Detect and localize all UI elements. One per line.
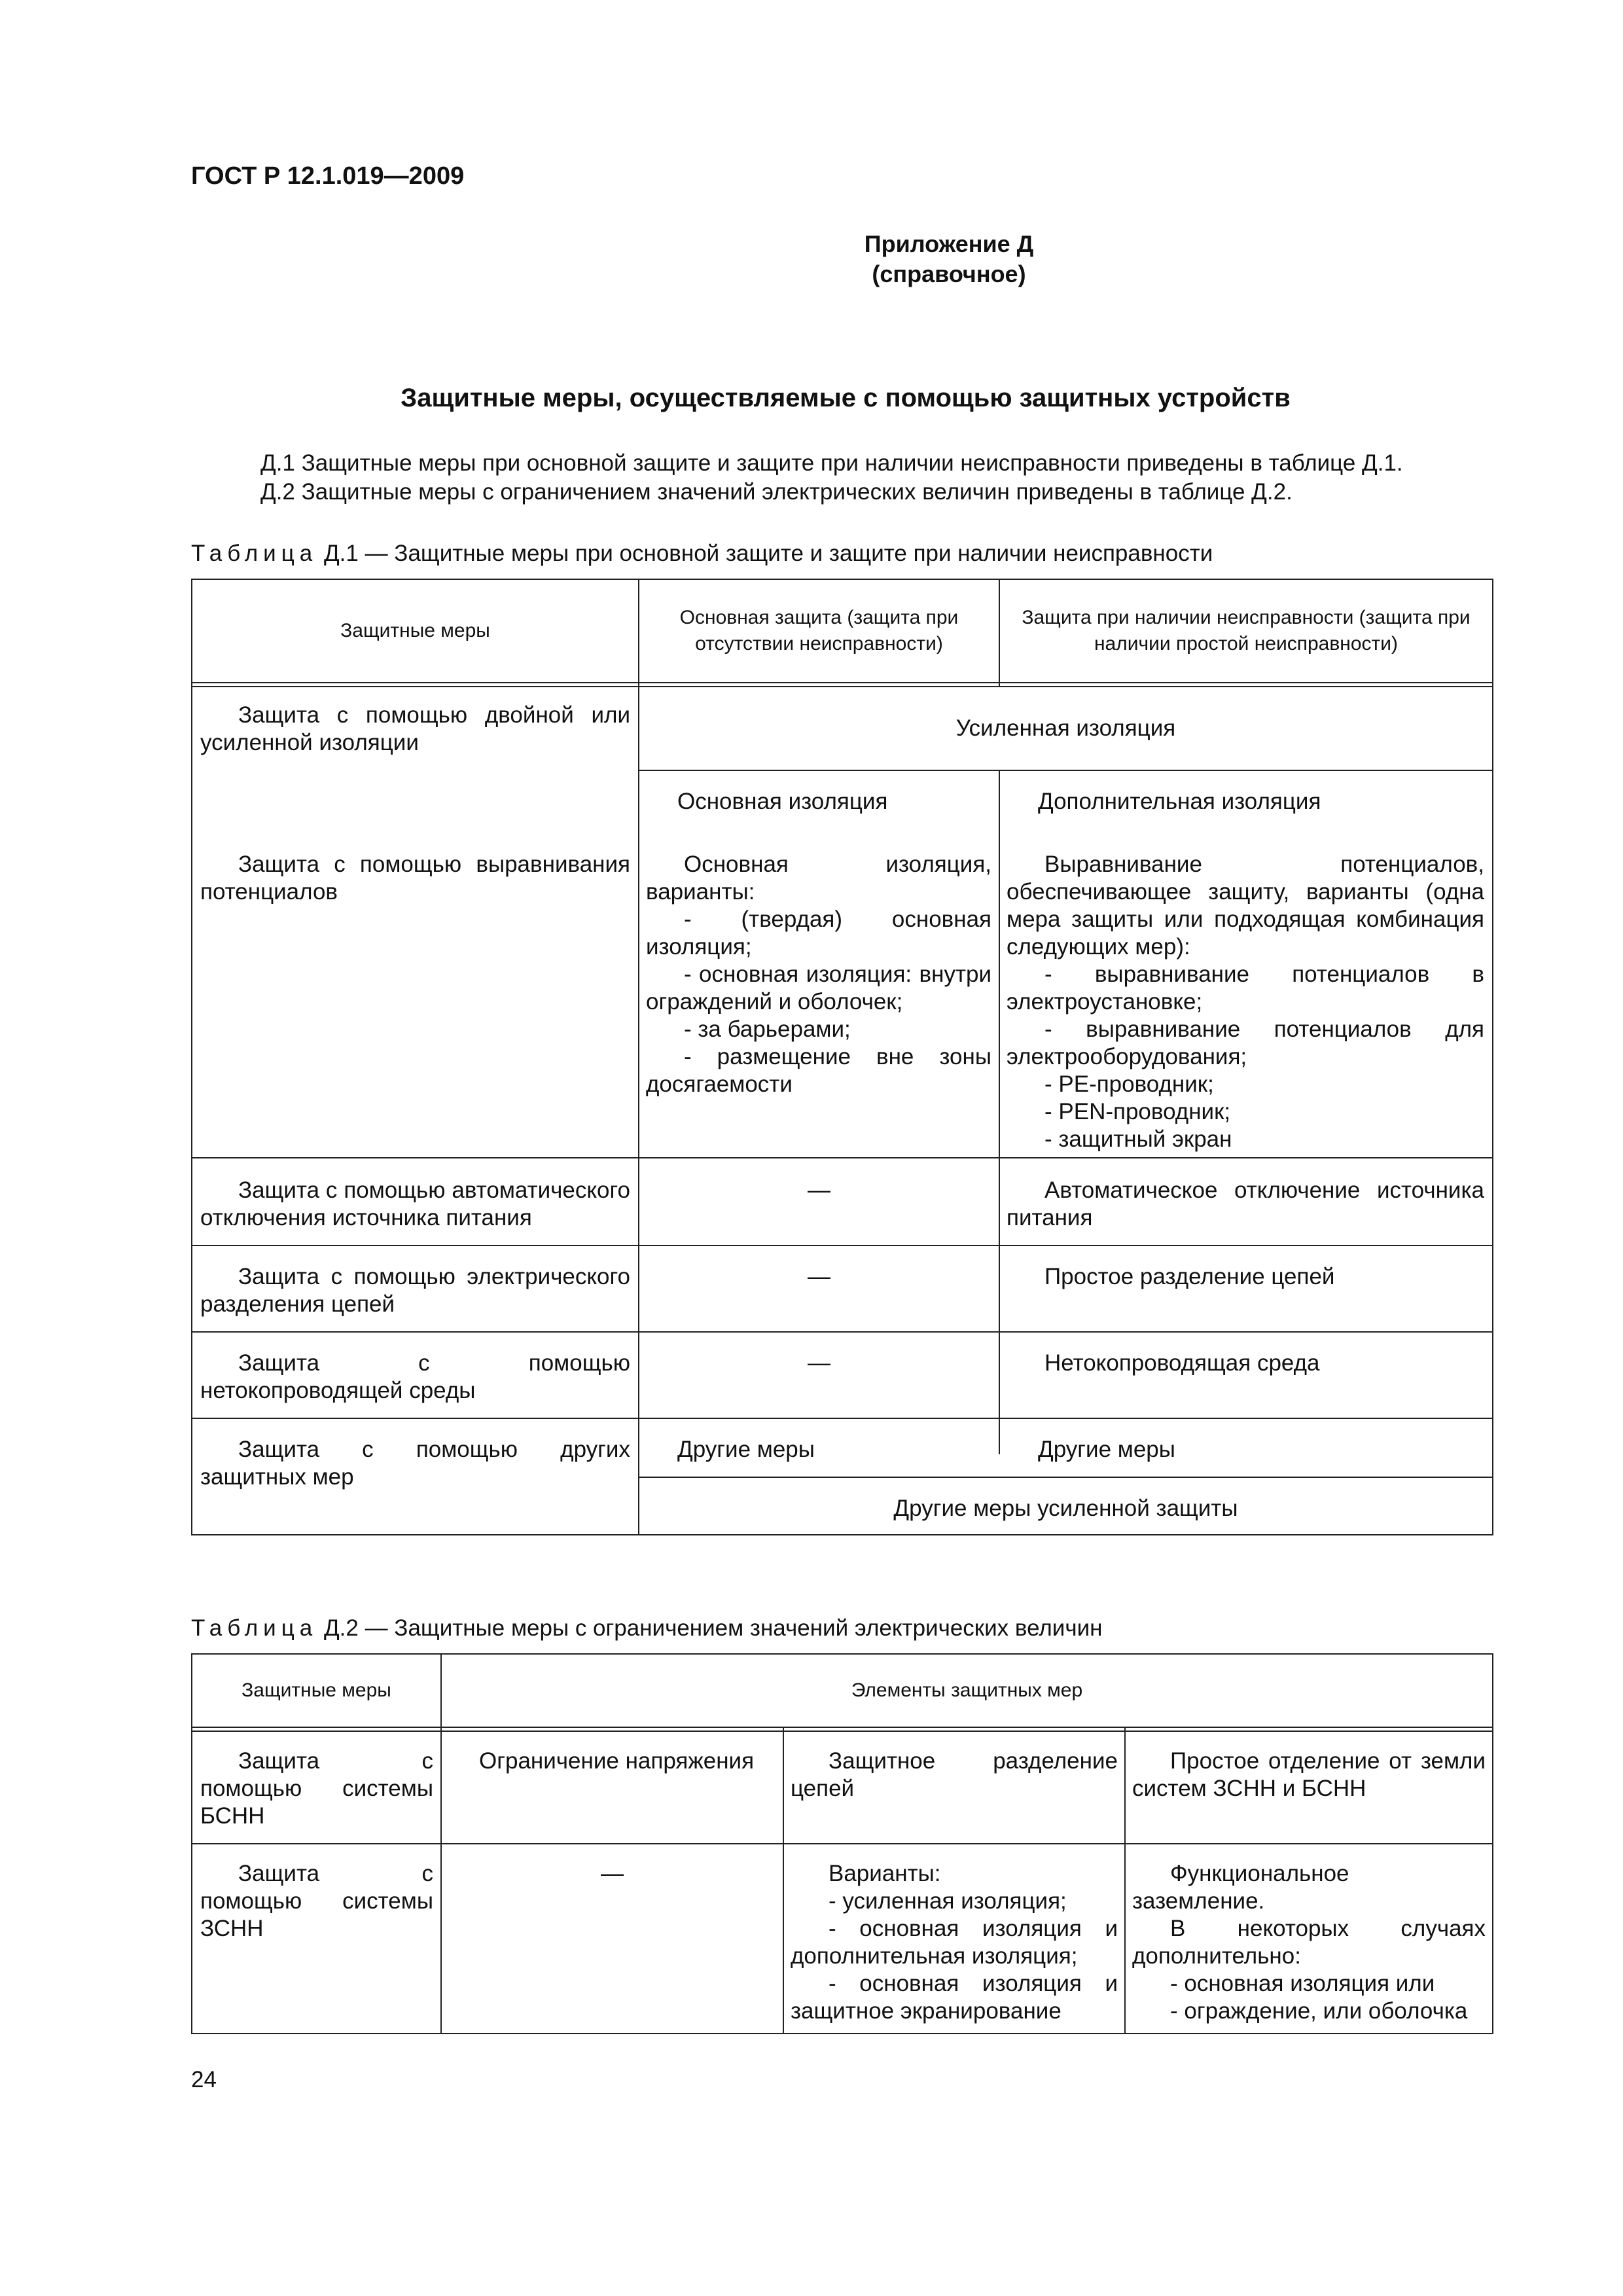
appendix-title: Приложение Д — [864, 230, 1034, 257]
measure-non-conducting: Защита с помощью нетокопроводящей среды — [200, 1350, 630, 1403]
reinforced-insulation: Усиленная изоляция — [955, 715, 1176, 741]
other-measures-fault: Другие меры — [1038, 1437, 1175, 1462]
paragraph-d1: Д.1 Защитные меры при основной защите и защите при наличии неисправности приведены в таблице Д.1. — [260, 450, 1403, 476]
list-item: - основная изоляция и защитное экранирование — [791, 1971, 1118, 2024]
list-item: - размещение вне зоны досягаемости — [646, 1044, 991, 1097]
simple-separation: Простое разделение цепей — [1044, 1264, 1335, 1289]
measure-other: Защита с помощью других защитных мер — [200, 1437, 630, 1490]
list-item: Варианты: — [829, 1861, 941, 1886]
list-item: Основная изоляция, варианты: — [646, 852, 991, 905]
caption-word: Таблица — [191, 1615, 318, 1641]
caption-word: Таблица — [191, 541, 318, 566]
table-d2 — [191, 1653, 1493, 2034]
list-item: - основная изоляция и дополнительная изоляция; — [791, 1916, 1118, 1969]
list-item: - защитный экран — [1044, 1126, 1232, 1152]
standard-code: ГОСТ Р 12.1.019—2009 — [191, 162, 465, 190]
dash: — — [808, 1177, 830, 1203]
simple-separation-earth: Простое отделение от земли систем ЗСНН и БСНН — [1132, 1748, 1486, 1801]
measure-double-insulation: Защита с помощью двойной или усиленной изоляции — [200, 702, 630, 755]
list-item: - выравнивание потенциалов для электрооборудования; — [1007, 1016, 1484, 1069]
list-item: - PEN-проводник; — [1044, 1099, 1231, 1124]
header-measures: Защитные меры — [241, 1679, 391, 1701]
list-item: Функциональное заземление. — [1132, 1861, 1349, 1914]
non-conducting-environment: Нетокопроводящая среда — [1044, 1350, 1320, 1376]
paragraph-d2: Д.2 Защитные меры с ограничением значений электрических величин приведены в таблице Д.2. — [260, 479, 1293, 505]
voltage-limitation: Ограничение напряжения — [479, 1748, 755, 1774]
caption-text: Д.1 — Защитные меры при основной защите и защите при наличии неисправности — [317, 541, 1213, 566]
basic-insulation: Основная изоляция — [677, 789, 888, 814]
caption-text: Д.2 — Защитные меры с ограничением значений электрических величин — [317, 1615, 1103, 1641]
dash: — — [808, 1350, 830, 1376]
table-d1 — [191, 579, 1493, 1535]
list-item: - основная изоляция или — [1170, 1971, 1435, 1996]
list-item: - (твердая) основная изоляция; — [646, 906, 991, 960]
measure-electrical-separation: Защита с помощью электрического разделения цепей — [200, 1264, 630, 1317]
section-title: Защитные меры, осуществляемые с помощью защитных устройств — [401, 384, 1291, 412]
list-item: В некоторых случаях дополнительно: — [1132, 1916, 1486, 1969]
protective-separation: Защитное разделение цепей — [791, 1748, 1118, 1801]
functional-earthing — [1132, 1860, 1486, 2025]
list-item: - PE-проводник; — [1044, 1071, 1214, 1097]
header-basic-protection: Основная защита (защита при отсутствии неисправности) — [679, 607, 959, 655]
measure-equipotential: Защита с помощью выравнивания потенциалов — [200, 852, 630, 905]
page-number: 24 — [191, 2067, 217, 2092]
dash: — — [601, 1861, 624, 1886]
basic-insulation-variants — [646, 851, 991, 1098]
list-item: Выравнивание потенциалов, обеспечивающее защиту, варианты (одна мера защиты или подходящая комбинация следующих мер): — [1007, 852, 1484, 960]
header-measures: Защитные меры — [340, 620, 490, 641]
list-item: - усиленная изоляция; — [829, 1888, 1067, 1914]
list-item: - за барьерами; — [684, 1016, 851, 1042]
additional-insulation: Дополнительная изоляция — [1038, 789, 1321, 814]
dash: — — [808, 1264, 830, 1289]
measure-zsnn: Защита с помощью системы ЗСНН — [200, 1861, 433, 1941]
variants-list — [791, 1860, 1118, 2025]
header-fault-protection: Защита при наличии неисправности (защита при наличии простой неисправности) — [1022, 607, 1471, 655]
measure-auto-disconnection: Защита с помощью автоматического отключения источника питания — [200, 1177, 630, 1230]
header-elements: Элементы защитных мер — [851, 1679, 1083, 1701]
list-item: - ограждение, или оболочка — [1170, 1998, 1468, 2024]
list-item: - основная изоляция: внутри ограждений и оболочек; — [646, 961, 991, 1014]
auto-disconnection: Автоматическое отключение источника питания — [1007, 1177, 1484, 1230]
other-enhanced-protection: Другие меры усиленной защиты — [893, 1496, 1238, 1521]
table-d2-caption — [191, 1615, 1102, 1641]
table-d1-caption — [191, 541, 1213, 567]
list-item: - выравнивание потенциалов в электроустановке; — [1007, 961, 1484, 1014]
appendix-subtitle: (справочное) — [872, 260, 1026, 287]
equipotential-variants — [1007, 851, 1484, 1153]
other-measures-basic: Другие меры — [677, 1437, 815, 1462]
measure-bsnn: Защита с помощью системы БСНН — [200, 1748, 433, 1829]
